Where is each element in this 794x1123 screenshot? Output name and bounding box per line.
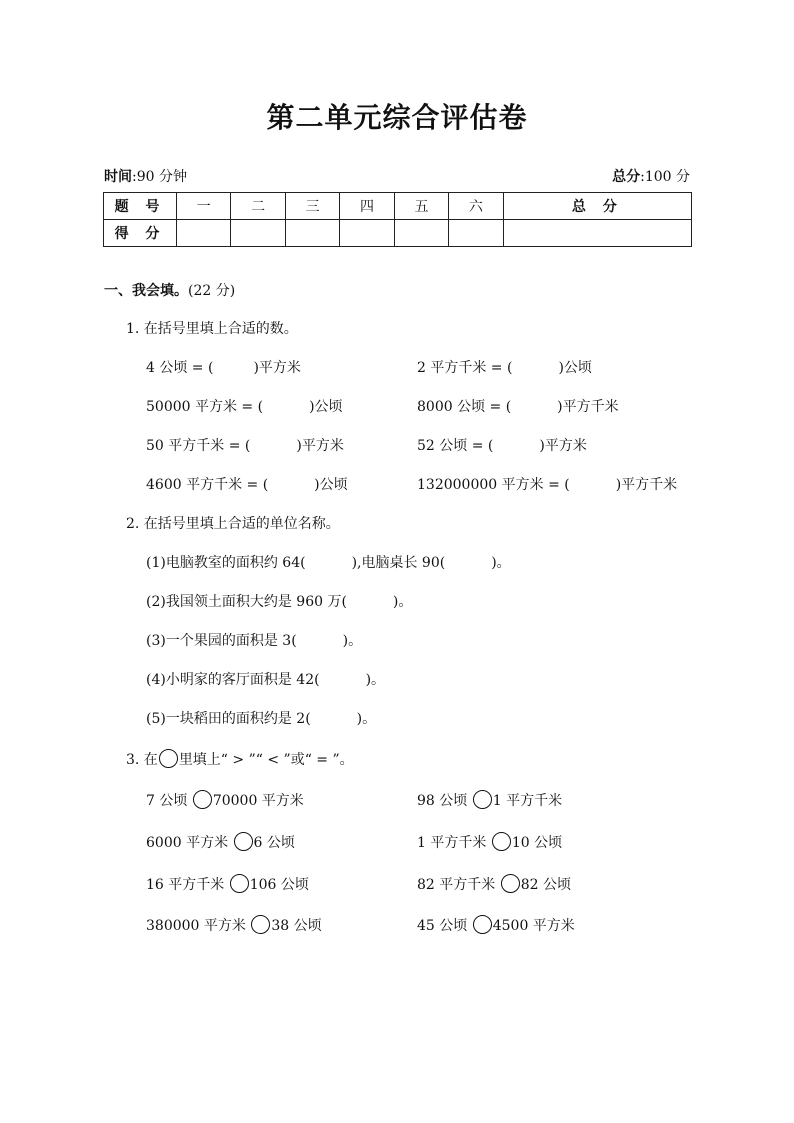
q1-item [146, 435, 344, 455]
q1-item-text: 4 公顷 = ( [146, 360, 214, 376]
time-value: :90 分钟 [132, 169, 187, 185]
q1-item-text: 52 公顷 = ( [417, 438, 494, 454]
q2-item-text: )。 [356, 711, 377, 727]
score-cell[interactable] [394, 220, 448, 247]
score-cell[interactable] [231, 220, 285, 247]
column-header: 三 [285, 193, 339, 220]
compare-circle[interactable] [492, 832, 511, 851]
q2-item-text: (2)我国领土面积大约是 960 万( [146, 594, 347, 610]
q3-right-text: 6 公顷 [253, 835, 295, 851]
q2-item-text: (5)一块稻田的面积约是 2( [146, 711, 311, 727]
q3-left-text: 380000 平方米 [146, 918, 251, 934]
q1-item-unit: )平方千米 [557, 399, 619, 415]
q2-item [146, 630, 362, 650]
q3-prompt-text: 里填上“ > ”“ < ”或“ = ”。 [178, 752, 354, 768]
column-header: 二 [231, 193, 285, 220]
compare-circle[interactable] [230, 874, 249, 893]
q2-item-text: (4)小明家的客厅面积是 42( [146, 672, 320, 688]
score-table-header-row [104, 193, 692, 220]
q1-item-unit: )平方米 [253, 360, 301, 376]
question-number-header: 题 号 [104, 193, 177, 220]
q2-item-text: )。 [342, 633, 363, 649]
compare-circle[interactable] [251, 915, 270, 934]
column-header: 一 [177, 193, 231, 220]
q1-item-unit: )公顷 [314, 477, 348, 493]
q1-item [146, 396, 343, 416]
q3-item [146, 874, 309, 894]
q1-item-unit: )公顷 [558, 360, 592, 376]
q1-item [417, 357, 592, 377]
compare-circle[interactable] [234, 832, 253, 851]
question-1-prompt: 1. 在括号里填上合适的数。 [126, 321, 298, 337]
q2-item-text: (3)一个果园的面积是 3( [146, 633, 297, 649]
q2-item-text: (1)电脑教室的面积约 64( [146, 555, 306, 571]
q3-right-text: 38 公顷 [271, 918, 322, 934]
q3-item [146, 790, 304, 810]
time-info [104, 166, 187, 186]
score-table-score-row [104, 220, 692, 247]
q3-left-text: 45 公顷 [417, 918, 472, 934]
section-heading [104, 280, 235, 300]
column-header: 六 [449, 193, 503, 220]
time-label: 时间 [104, 169, 132, 185]
q1-item-unit: )平方米 [296, 438, 344, 454]
q2-item [146, 708, 376, 728]
q3-right-text: 4500 平方米 [492, 918, 575, 934]
column-header: 四 [340, 193, 394, 220]
question-2-prompt: 2. 在括号里填上合适的单位名称。 [126, 516, 340, 532]
q3-right-text: 82 公顷 [520, 877, 571, 893]
q3-item [417, 790, 562, 810]
q3-left-text: 82 平方千米 [417, 877, 500, 893]
q1-item [146, 474, 348, 494]
q1-item-text: 50 平方千米 = ( [146, 438, 251, 454]
circle-icon [159, 749, 178, 768]
compare-circle[interactable] [501, 874, 520, 893]
q3-left-text: 98 公顷 [417, 793, 472, 809]
q1-item [417, 435, 587, 455]
q1-item-text: 132000000 平方米 = ( [417, 477, 570, 493]
page-title: 第二单元综合评估卷 [266, 101, 528, 134]
q2-item [146, 591, 412, 611]
q3-right-text: 10 公顷 [511, 835, 563, 851]
section-points: (22 分) [188, 283, 236, 299]
q1-item [417, 474, 677, 494]
q3-item [146, 915, 322, 935]
q3-item [417, 832, 562, 852]
q2-item-text: )。 [491, 555, 511, 571]
q3-item [417, 874, 571, 894]
column-header: 五 [394, 193, 448, 220]
score-cell[interactable] [177, 220, 231, 247]
score-cell[interactable] [285, 220, 339, 247]
q3-prompt-text: 3. 在 [126, 752, 158, 768]
q2-item [146, 552, 511, 572]
total-value: :100 分 [640, 169, 690, 185]
q1-item-unit: )公顷 [309, 399, 343, 415]
q3-item [146, 832, 295, 852]
score-table [103, 192, 692, 247]
q1-item-text: 8000 公顷 = ( [417, 399, 512, 415]
q3-right-text: 1 平方千米 [492, 793, 563, 809]
total-score-info [612, 166, 690, 186]
column-header: 总 分 [503, 193, 691, 220]
q3-left-text: 7 公顷 [146, 793, 192, 809]
q3-left-text: 16 平方千米 [146, 877, 229, 893]
compare-circle[interactable] [193, 790, 212, 809]
q1-item-text: 4600 平方千米 = ( [146, 477, 269, 493]
q1-item-text: 50000 平方米 = ( [146, 399, 264, 415]
compare-circle[interactable] [473, 915, 492, 934]
score-row-header: 得 分 [104, 220, 177, 247]
question-3-prompt [126, 749, 354, 769]
q1-item-unit: )平方千米 [615, 477, 678, 493]
q1-item [146, 357, 301, 377]
q2-item-text: ),电脑桌长 90( [351, 555, 446, 571]
q2-item [146, 669, 385, 689]
q2-item-text: )。 [365, 672, 386, 688]
q3-item [417, 915, 575, 935]
q3-right-text: 106 公顷 [249, 877, 309, 893]
total-label: 总分 [612, 169, 641, 185]
compare-circle[interactable] [473, 790, 492, 809]
q1-item-text: 2 平方千米 = ( [417, 360, 513, 376]
q2-item-text: )。 [392, 594, 413, 610]
section-label: 一、我会填。 [104, 283, 188, 299]
q3-left-text: 1 平方千米 [417, 835, 491, 851]
score-cell[interactable] [503, 220, 691, 247]
q1-item [417, 396, 619, 416]
q1-item-unit: )平方米 [539, 438, 587, 454]
score-cell[interactable] [340, 220, 394, 247]
q3-left-text: 6000 平方米 [146, 835, 233, 851]
score-cell[interactable] [449, 220, 503, 247]
q3-right-text: 70000 平方米 [212, 793, 304, 809]
